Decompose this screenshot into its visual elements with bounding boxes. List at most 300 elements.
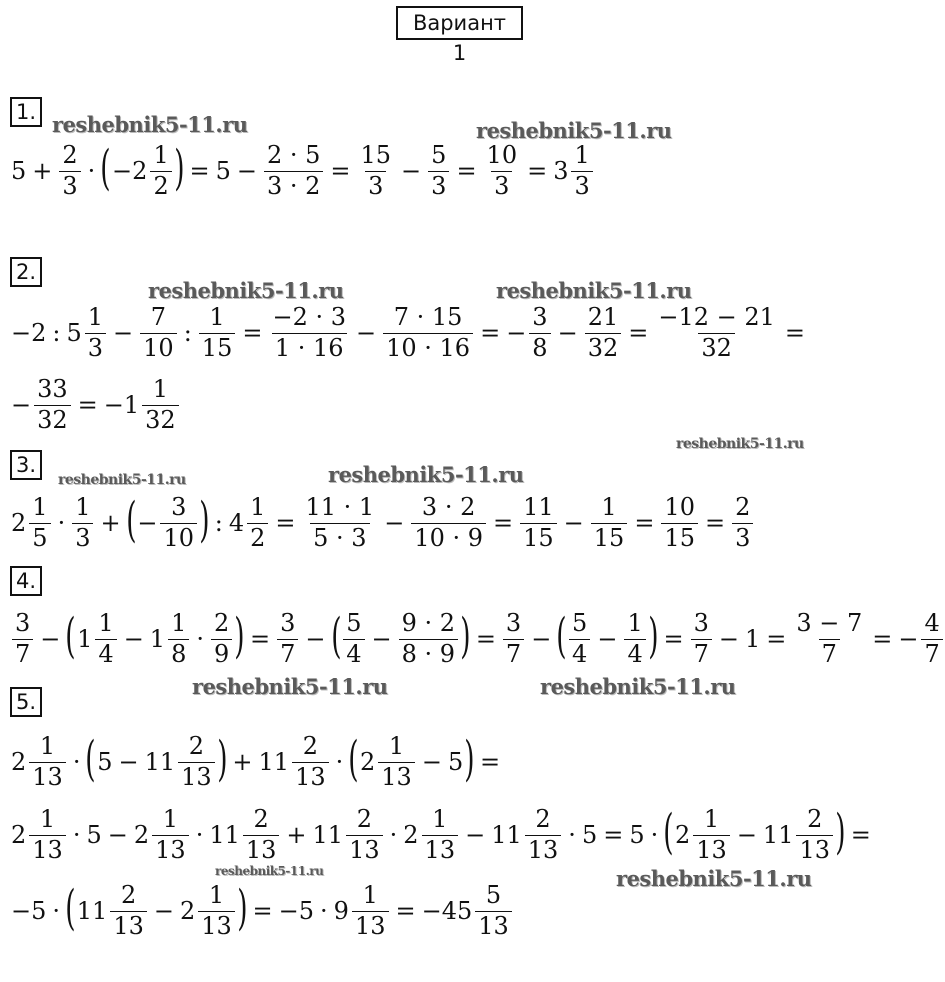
operator: − [40,625,61,653]
fraction [277,611,298,666]
operator: = [784,319,806,347]
numerator: 1 [162,805,179,834]
watermark: reshebnik5-11.ru [52,112,248,137]
term: −1 [103,391,140,419]
operator: = [628,319,649,347]
denominator: 7 [691,639,712,667]
denominator: 13 [352,911,389,939]
denominator: 8 · 9 [399,639,458,667]
denominator: 13 [693,835,730,863]
fraction [95,611,116,666]
numerator: 15 [360,141,392,170]
fraction [243,807,280,862]
term: −5 [11,897,47,925]
denominator: 15 [591,523,628,551]
operator: = [766,625,787,653]
watermark: reshebnik5-11.ru [496,278,692,303]
fraction [140,305,177,360]
denominator: 32 [142,405,179,433]
numerator: 3 [505,609,522,638]
numerator: 21 [587,303,619,332]
operator: · [72,821,81,849]
operator: − [371,625,392,653]
denominator: 13 [796,835,833,863]
operator: + [100,509,121,537]
fraction [59,143,80,198]
operator: = [527,157,548,185]
term: 5 [447,748,464,776]
fraction [571,143,592,198]
parenthesis: ( [85,731,96,787]
denominator: 5 [29,523,50,551]
denominator: 13 [346,835,383,863]
fraction [411,495,486,550]
numerator: 5 [572,609,588,638]
numerator: 2 [735,493,751,522]
fraction [525,807,562,862]
fraction [503,611,524,666]
denominator: 10 · 9 [411,523,486,551]
denominator: 2 [247,523,268,551]
denominator: 8 [529,333,550,361]
fraction [198,883,235,938]
problem-5-line-3 [10,876,514,946]
watermark: reshebnik5-11.ru [148,278,344,303]
numerator: 2 [253,805,269,834]
denominator: 4 [95,639,116,667]
operator: · [568,821,576,849]
problem-2-number: 2. [10,257,42,287]
fraction [160,495,197,550]
denominator: 3 [428,171,449,199]
watermark: reshebnik5-11.ru [58,472,186,488]
denominator: 13 [178,762,215,790]
operator: = [493,509,514,537]
term: 1 [77,625,93,653]
denominator: 32 [34,405,71,433]
operator: − [557,319,578,347]
fraction [178,734,215,789]
fraction [655,305,778,360]
watermark: reshebnik5-11.ru [616,866,812,891]
parenthesis: ) [464,731,475,787]
denominator: 1 · 16 [272,333,347,361]
problem-4-number: 4. [10,566,42,596]
numerator: 4 [924,609,940,638]
numerator: 1 [87,303,104,332]
problem-1-line-1 [10,136,595,206]
denominator: 9 [211,639,232,667]
operator: = [704,509,726,537]
fraction [529,305,550,360]
parenthesis: ( [556,608,567,664]
term: 5 [86,821,102,849]
fraction [378,734,415,789]
term: −45 [421,897,473,925]
numerator: 3 − 7 [796,609,863,638]
numerator: 1 [39,732,56,761]
numerator: 3 · 2 [421,493,476,522]
term: 5 [66,319,82,347]
term: − [898,625,919,653]
denominator: 13 [525,835,562,863]
numerator: 3 [693,609,709,638]
numerator: 1 [388,732,405,761]
term: 2 [674,821,691,849]
operator: = [330,157,351,185]
denominator: 13 [243,835,280,863]
fraction [569,611,590,666]
term: 11 [76,897,108,925]
fraction [110,883,147,938]
operator: = [77,391,98,419]
numerator: 1 [39,805,56,834]
fraction [358,143,395,198]
denominator: 15 [520,523,557,551]
term: 11 [209,821,240,849]
denominator: 13 [292,762,329,790]
parenthesis: ) [234,608,245,664]
fraction [383,305,473,360]
fraction [691,611,712,666]
operator: − [118,748,139,776]
term: 9 [333,897,349,925]
parenthesis: ) [237,880,248,936]
operator: − [465,821,486,849]
term: 5 [581,821,598,849]
parenthesis: ( [348,731,359,787]
denominator: 7 [921,639,942,667]
term: −2 [112,157,148,185]
numerator: 1 [208,881,225,910]
term: 11 [491,821,522,849]
denominator: 3 [732,523,753,551]
numerator: 1 [601,493,617,522]
parenthesis: ) [835,804,846,860]
operator: = [189,157,210,185]
numerator: 2 [535,805,551,834]
numerator: 1 [171,609,187,638]
problem-5-number: 5. [10,687,42,717]
term: 11 [762,821,794,849]
numerator: 5 [431,141,447,170]
fraction [29,807,66,862]
denominator: 7 [12,639,33,667]
fraction [475,883,512,938]
term: 1 [744,625,761,653]
variant-title: Вариант 1 [396,6,523,40]
operator: · [87,157,96,185]
fraction [168,611,189,666]
denominator: 13 [110,911,147,939]
denominator: 4 [343,639,364,667]
operator: : [52,319,61,347]
fraction [422,807,459,862]
watermark: reshebnik5-11.ru [540,674,736,699]
denominator: 13 [422,835,459,863]
term: − [11,391,32,419]
fraction [693,807,730,862]
operator: = [480,319,501,347]
term: 2 [360,748,376,776]
numerator: 1 [75,493,91,522]
numerator: 2 [302,732,318,761]
denominator: 32 [698,333,735,361]
denominator: 13 [475,911,512,939]
denominator: 3 [365,171,386,199]
problem-1-number: 1. [10,97,42,127]
parenthesis: ( [330,608,342,664]
fraction [585,305,622,360]
fraction [12,611,33,666]
term: 11 [144,748,176,776]
operator: − [597,625,618,653]
operator: − [384,509,405,537]
numerator: 1 [32,493,48,522]
denominator: 32 [585,333,622,361]
watermark: reshebnik5-11.ru [476,118,672,143]
operator: · [57,509,66,537]
operator: · [320,897,328,925]
fraction [346,807,383,862]
watermark: reshebnik5-11.ru [192,674,388,699]
operator: = [275,509,296,537]
denominator: 2 [150,171,171,199]
operator: + [232,748,253,776]
operator: = [250,625,271,653]
fraction [732,495,753,550]
operator: + [32,157,53,185]
operator: · [650,821,659,849]
fraction [399,611,458,666]
numerator: 2 [188,732,205,761]
denominator: 10 [160,523,197,551]
operator: · [195,821,204,849]
term: 2 [11,821,27,849]
numerator: 2 [62,141,78,170]
parenthesis: ( [663,804,674,860]
fraction [484,143,521,198]
fraction [292,734,329,789]
term: 2 [403,821,419,849]
term: 4 [228,509,245,537]
numerator: 33 [37,375,68,404]
denominator: 10 · 16 [383,333,473,361]
numerator: 1 [250,493,266,522]
operator: − [123,625,144,653]
denominator: 7 [503,639,524,667]
term: 5 [97,748,113,776]
problem-3-line-1 [10,488,755,558]
operator: − [113,319,134,347]
term: − [137,509,158,537]
numerator: 1 [432,805,448,834]
operator: : [183,319,192,347]
term: 5 [11,157,27,185]
denominator: 13 [152,835,189,863]
term: 3 [553,157,569,185]
operator: · [52,897,61,925]
numerator: 1 [152,375,169,404]
fraction [152,807,189,862]
operator: − [718,625,739,653]
fraction [352,883,389,938]
denominator: 3 [72,523,93,551]
watermark: reshebnik5-11.ru [215,864,324,878]
numerator: −12 − 21 [658,303,775,332]
numerator: 2 [120,881,137,910]
numerator: 9 · 2 [401,609,456,638]
parenthesis: ) [173,140,185,196]
term: 2 [179,897,196,925]
denominator: 3 [571,171,592,199]
operator: = [850,821,871,849]
numerator: 3 [15,609,31,638]
denominator: 4 [569,639,590,667]
denominator: 3 · 2 [264,171,323,199]
term: 2 [133,821,150,849]
operator: = [634,509,655,537]
numerator: 1 [98,609,114,638]
fraction [302,495,377,550]
operator: = [475,625,496,653]
operator: − [153,897,174,925]
term: 1 [149,625,166,653]
denominator: 3 [491,171,512,199]
fraction [661,495,698,550]
parenthesis: ) [199,492,210,548]
denominator: 4 [624,639,645,667]
numerator: 2 [214,609,230,638]
denominator: 13 [198,911,235,939]
operator: = [456,157,477,185]
numerator: 3 [532,303,548,332]
operator: − [531,625,552,653]
fraction [269,305,349,360]
term: 11 [312,821,344,849]
denominator: 8 [168,639,189,667]
fraction [247,495,268,550]
numerator: 1 [627,609,643,638]
fraction [921,611,942,666]
operator: − [356,319,377,347]
fraction [264,143,323,198]
operator: − [736,821,757,849]
operator: = [479,748,501,776]
operator: − [563,509,584,537]
operator: − [421,748,442,776]
denominator: 15 [199,333,236,361]
watermark: reshebnik5-11.ru [676,436,804,452]
fraction [199,305,236,360]
fraction [428,143,449,198]
numerator: 1 [703,805,720,834]
problem-5-line-1 [10,727,505,797]
denominator: 7 [819,639,840,667]
term: 5 [215,157,231,185]
fraction [591,495,628,550]
fraction [29,495,50,550]
numerator: 7 [150,303,167,332]
numerator: 3 [280,609,296,638]
operator: − [401,157,422,185]
numerator: 1 [209,303,225,332]
operator: · [196,625,204,653]
operator: = [252,897,273,925]
denominator: 3 [85,333,106,361]
parenthesis: ( [65,608,76,664]
numerator: 1 [153,141,169,170]
fraction [150,143,171,198]
fraction [29,734,66,789]
fraction [72,495,93,550]
fraction [142,377,179,432]
denominator: 13 [29,835,66,863]
numerator: 10 [664,493,695,522]
numerator: 2 [356,805,372,834]
term: −5 [278,897,315,925]
operator: · [389,821,398,849]
numerator: 7 · 15 [393,303,463,332]
operator: · [335,748,344,776]
numerator: 1 [574,141,590,170]
denominator: 7 [277,639,298,667]
operator: = [395,897,416,925]
numerator: 2 · 5 [266,141,321,170]
numerator: 5 [346,609,362,638]
denominator: 13 [378,762,415,790]
term: 2 [11,509,27,537]
parenthesis: ( [65,880,76,936]
fraction [34,377,71,432]
term: −2 [11,319,47,347]
numerator: 11 · 1 [305,493,375,522]
numerator: 3 [171,493,187,522]
numerator: −2 · 3 [272,303,346,332]
operator: + [286,821,307,849]
fraction [343,611,364,666]
term: − [506,319,527,347]
numerator: 5 [485,881,502,910]
operator: − [107,821,128,849]
operator: = [603,821,624,849]
parenthesis: ) [647,608,659,664]
denominator: 5 · 3 [310,523,369,551]
numerator: 10 [486,141,518,170]
problem-2-line-2 [10,370,181,440]
term: 11 [258,748,290,776]
fraction [796,807,833,862]
operator: = [872,625,893,653]
fraction [211,611,232,666]
fraction [793,611,865,666]
operator: · [72,748,81,776]
problem-5-line-2 [10,800,876,870]
term: 5 [629,821,645,849]
parenthesis: ) [460,608,471,664]
denominator: 10 [140,333,177,361]
fraction [520,495,557,550]
denominator: 3 [59,171,80,199]
problem-2-line-1 [10,298,810,368]
operator: − [236,157,257,185]
watermark: reshebnik5-11.ru [328,462,524,487]
denominator: 13 [29,762,66,790]
numerator: 11 [523,493,554,522]
parenthesis: ( [100,140,111,196]
operator: = [663,625,684,653]
problem-4-line-1 [10,604,945,674]
